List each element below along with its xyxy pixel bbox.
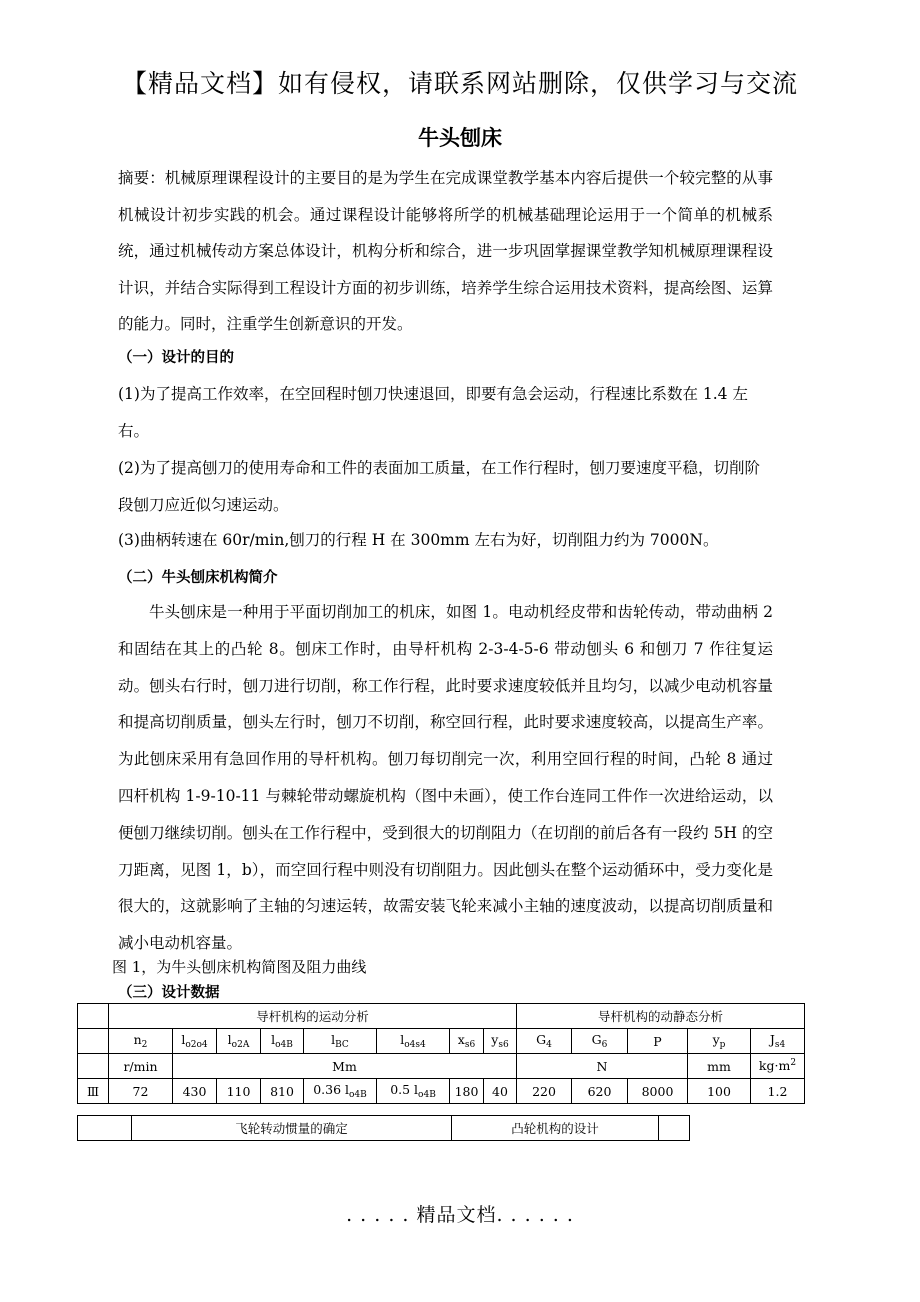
col-header-g6: $G_6$	[572, 1029, 628, 1054]
intro-paragraph: 牛头刨床是一种用于平面切削加工的机床，如图 1。电动机经皮带和齿轮传动，带动曲柄 2 和固结在其上的凸轮 8。刨床工作时，由导杆机构 2-3-4-5-6 带动刨头 6 和刨刀 7 作往复运动。刨头右行时，刨刀进行切削，称工作行程，此时要求速度较低并且均匀，以减少电动机容量和提高切削质量，刨头左行时，刨刀不切削，称空回行程，此时要求速度较高，以提高生产率。为此刨床采用有急回作用的导杆机构。刨刀每切削完一次，利用空回行程的时间，凸轮 8 通过四杆机构 1-9-10-11 与棘轮带动螺旋机构（图中未画），使工作台连同工件作一次进给运动，以便刨刀继续切削。刨头在工作行程中，受到很大的切削阻力（在切削的前后各有一段约 5H 的空刀距离，见图 1，b），而空回行程中则没有切削阻力。因此刨头在整个运动循环中，受力变化是很大的，这就影响了主轴的匀速运转，故需安装飞轮来减小主轴的速度波动，以提高切削质量和减小电动机容量。	[118, 603, 773, 953]
topic-cam: 凸轮机构的设计	[452, 1116, 659, 1141]
col-header-lo2a: $l_{o2A}$	[217, 1029, 261, 1054]
section-heading-data: （三）设计数据	[118, 984, 220, 1001]
cell-g6: 620	[572, 1079, 628, 1104]
purpose-item-3: (3)曲柄转速在 60r/min,刨刀的行程 H 在 300mm 左右为好，切削阻力约为 7000N。	[118, 531, 719, 549]
table-cell-empty	[78, 1116, 132, 1141]
section-heading-intro: （二）牛头刨床机构简介	[118, 569, 278, 586]
table-row	[78, 1079, 805, 1104]
table-cell-empty	[78, 1054, 109, 1079]
group-header-dynamics: 导杆机构的动静态分析	[517, 1004, 805, 1029]
col-header-xs6: $x_{s6}$	[450, 1029, 484, 1054]
cell-lo4s4: 0.5 $l_{o4B}$	[377, 1079, 450, 1104]
design-topics-table	[77, 1115, 690, 1141]
unit-mm: mm	[688, 1054, 751, 1079]
col-header-g4: $G_4$	[517, 1029, 572, 1054]
cell-xs6: 180	[450, 1079, 484, 1104]
purpose-item-1: (1)为了提高工作效率，在空回程时刨刀快速退回，即要有急会运动，行程速比系数在 1.4 左右。	[118, 385, 748, 440]
section-heading-purpose: （一）设计的目的	[118, 349, 234, 366]
cell-lo2a: 110	[217, 1079, 261, 1104]
cell-yp: 100	[688, 1079, 751, 1104]
col-header-ys6: $y_{s6}$	[484, 1029, 517, 1054]
unit-newton: N	[517, 1054, 688, 1079]
cell-n2: 72	[109, 1079, 173, 1104]
figure-caption: 图 1，为牛头刨床机构简图及阻力曲线	[112, 958, 367, 976]
row-label: Ⅲ	[78, 1079, 109, 1104]
document-footer: . . . . . 精品文档. . . . . .	[346, 1204, 574, 1226]
col-header-lo4b: $l_{o4B}$	[261, 1029, 304, 1054]
cell-lo4b: 810	[261, 1079, 304, 1104]
cell-js4: 1.2	[751, 1079, 805, 1104]
table-cell-empty	[659, 1116, 690, 1141]
document-header: 【精品文档】如有侵权，请联系网站删除，仅供学习与交流	[121, 69, 798, 98]
cell-lbc: 0.36 $l_{o4B}$	[304, 1079, 377, 1104]
abstract-paragraph: 摘要：机械原理课程设计的主要目的是为学生在完成课堂教学基本内容后提供一个较完整的从事机械设计初步实践的机会。通过课程设计能够将所学的机械基础理论运用于一个简单的机械系统，通过机械传动方案总体设计，机构分析和综合，进一步巩固掌握课堂教学知机械原理课程设计识，并结合实际得到工程设计方面的初步训练，培养学生综合运用技术资料，提高绘图、运算的能力。同时，注重学生创新意识的开发。	[118, 169, 773, 333]
unit-rpm: r/min	[109, 1054, 173, 1079]
group-header-kinematics: 导杆机构的运动分析	[109, 1004, 517, 1029]
design-data-table	[77, 1003, 805, 1104]
unit-inertia: $kg\cdot m^2$	[751, 1054, 805, 1079]
cell-p: 8000	[628, 1079, 688, 1104]
table-cell-empty	[78, 1029, 109, 1054]
col-header-n2: $n_2$	[109, 1029, 173, 1054]
topic-flywheel: 飞轮转动惯量的确定	[132, 1116, 452, 1141]
cell-lo2o4: 430	[173, 1079, 217, 1104]
purpose-item-2: (2)为了提高刨刀的使用寿命和工件的表面加工质量，在工作行程时，刨刀要速度平稳，切削阶段刨刀应近似匀速运动。	[118, 459, 760, 514]
col-header-lo4s4: $l_{o4s4}$	[377, 1029, 450, 1054]
col-header-p: P	[628, 1029, 688, 1054]
dot-icon: ·	[774, 1058, 779, 1074]
unit-mm-length: Mm	[173, 1054, 517, 1079]
col-header-js4: $J_{s4}$	[751, 1029, 805, 1054]
cell-g4: 220	[517, 1079, 572, 1104]
col-header-yp: $y_p$	[688, 1029, 751, 1054]
col-header-lo2o4: $l_{o2o4}$	[173, 1029, 217, 1054]
col-header-lbc: $l_{BC}$	[304, 1029, 377, 1054]
table-corner	[78, 1004, 109, 1029]
document-title: 牛头刨床	[418, 125, 502, 150]
cell-ys6: 40	[484, 1079, 517, 1104]
